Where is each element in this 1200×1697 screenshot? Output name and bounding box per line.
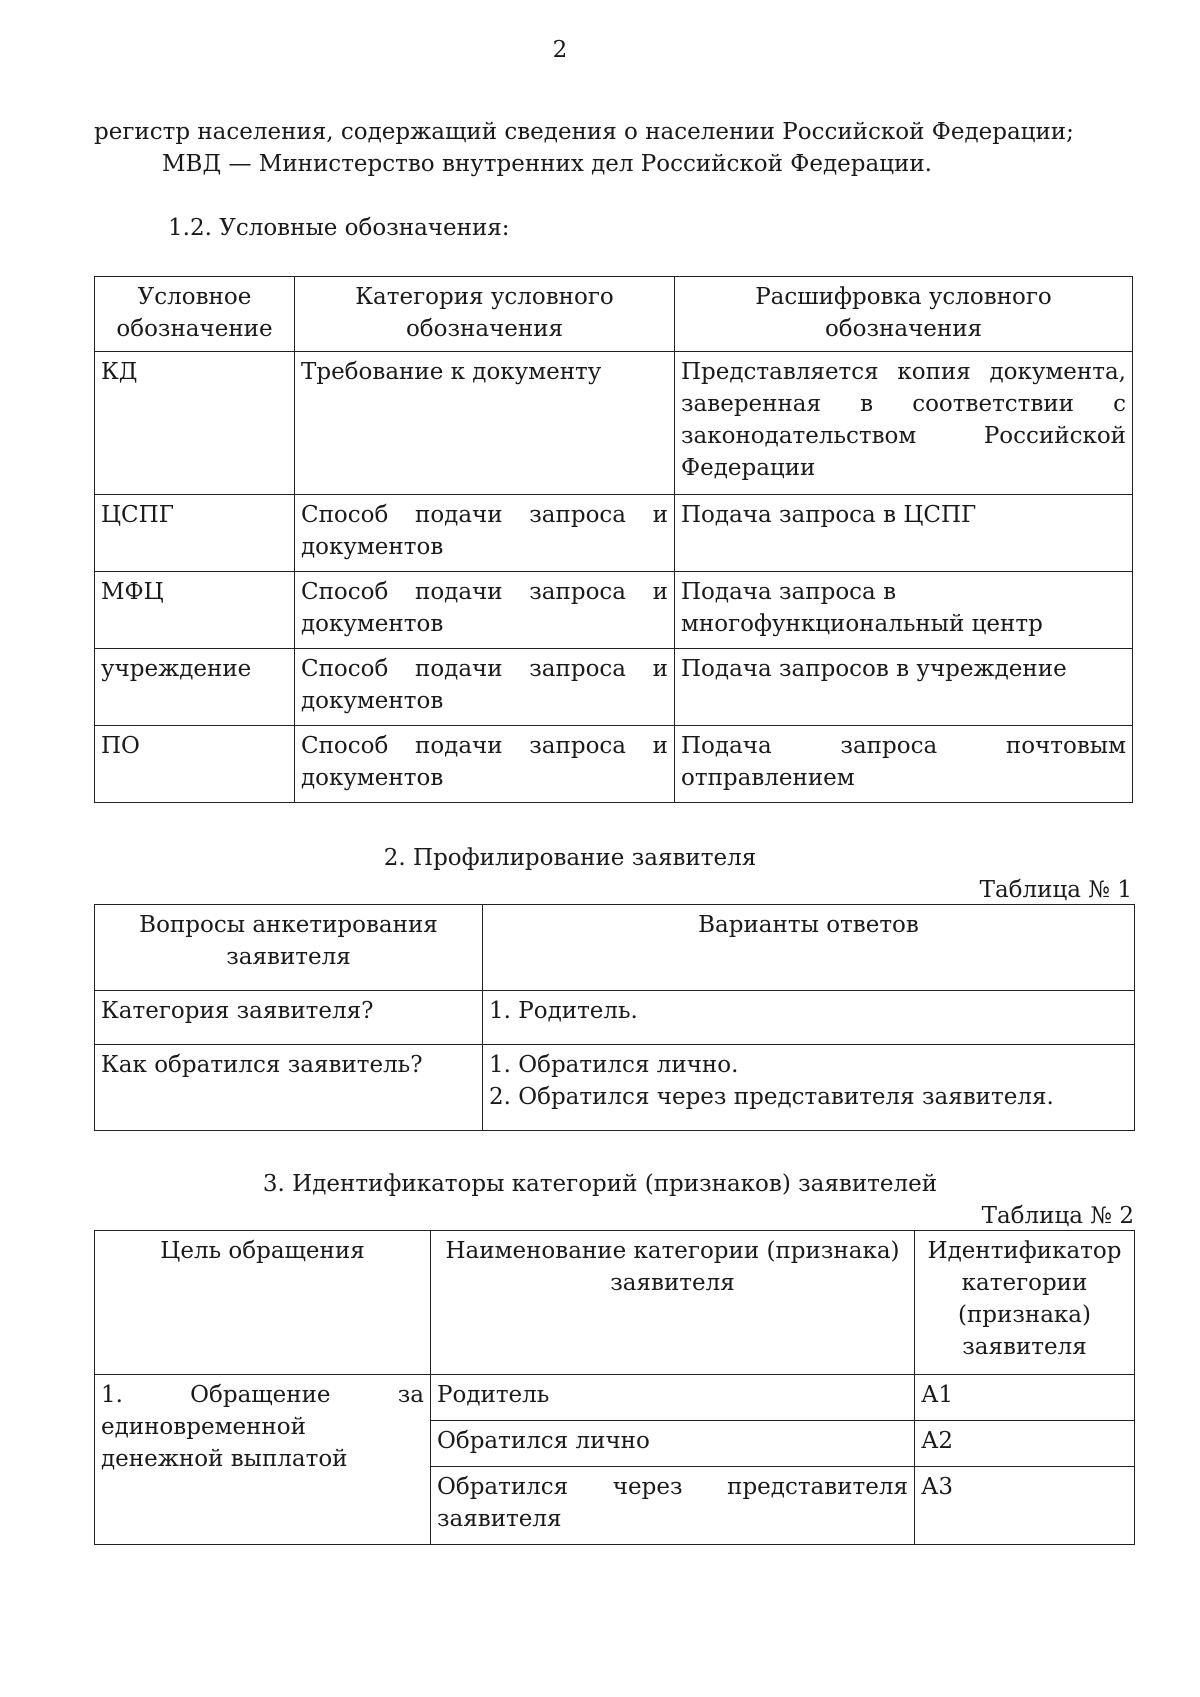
profiling-header-answers: Варианты ответов [483, 905, 1135, 991]
legend-decode: Подача запросов в учреждение [675, 649, 1133, 726]
table-row [95, 1045, 1135, 1131]
identifiers-category-id: А2 [915, 1421, 1135, 1467]
legend-category: Способ подачи запроса и документов [295, 726, 675, 803]
legend-code: учреждение [95, 649, 295, 726]
legend-decode: Подача запроса в ЦСПГ [675, 495, 1133, 572]
table-row [95, 495, 1133, 572]
legend-header-category: Категория условного обозначения [295, 277, 675, 352]
profiling-header-questions: Вопросы анкетирования заявителя [95, 905, 483, 991]
legend-header-row [95, 277, 1133, 352]
legend-decode: Подача запроса в многофункциональный центр [675, 572, 1133, 649]
profiling-answer: 1. Родитель. [489, 998, 638, 1024]
table-row [95, 1375, 1135, 1421]
identifiers-purpose: 1. Обращение за единовременной денежной выплатой [95, 1375, 431, 1545]
legend-header-code: Условное обозначение [95, 277, 295, 352]
table-2-label: Таблица № 2 [981, 1203, 1134, 1229]
table-row [95, 352, 1133, 495]
identifiers-header-id: Идентификатор категории (признака) заявителя [915, 1231, 1135, 1375]
intro-line-2: МВД — Министерство внутренних дел Российской Федерации. [162, 151, 932, 177]
legend-code: ЦСПГ [95, 495, 295, 572]
legend-header-decode: Расшифровка условного обозначения [675, 277, 1133, 352]
profiling-header-row [95, 905, 1135, 991]
section-3-title: 3. Идентификаторы категорий (признаков) заявителей [262, 1171, 938, 1197]
table-row [95, 572, 1133, 649]
identifiers-header-row [95, 1231, 1135, 1375]
intro-line-1: регистр населения, содержащий сведения о населении Российской Федерации; [94, 119, 1074, 145]
identifiers-category-name: Обратился через представителя заявителя [431, 1467, 915, 1545]
profiling-question: Категория заявителя? [95, 991, 483, 1045]
identifiers-category-id: А1 [915, 1375, 1135, 1421]
legend-category: Способ подачи запроса и документов [295, 572, 675, 649]
identifiers-category-id: А3 [915, 1467, 1135, 1545]
profiling-table [94, 904, 1135, 1131]
profiling-answers [483, 991, 1135, 1045]
legend-decode: Представляется копия документа, заверенная в соответствии с законодательством Российской Федерации [675, 352, 1133, 495]
legend-category: Способ подачи запроса и документов [295, 495, 675, 572]
legend-code: МФЦ [95, 572, 295, 649]
legend-category: Способ подачи запроса и документов [295, 649, 675, 726]
table-row [95, 991, 1135, 1045]
identifiers-category-name: Обратился лично [431, 1421, 915, 1467]
legend-code: КД [95, 352, 295, 495]
identifiers-header-name: Наименование категории (признака) заявителя [431, 1231, 915, 1375]
identifiers-category-name: Родитель [431, 1375, 915, 1421]
section-1-2-title: 1.2. Условные обозначения: [168, 215, 510, 241]
legend-decode: Подача запроса почтовым отправлением [675, 726, 1133, 803]
identifiers-header-purpose: Цель обращения [95, 1231, 431, 1375]
identifiers-table [94, 1230, 1135, 1545]
legend-category: Требование к документу [295, 352, 675, 495]
page-number: 2 [552, 37, 568, 63]
profiling-answer: 1. Обратился лично. [489, 1052, 739, 1078]
profiling-question: Как обратился заявитель? [95, 1045, 483, 1131]
profiling-answer: 2. Обратился через представителя заявителя. [489, 1084, 1054, 1110]
table-row [95, 649, 1133, 726]
profiling-answers [483, 1045, 1135, 1131]
table-row [95, 726, 1133, 803]
legend-table [94, 276, 1133, 803]
legend-code: ПО [95, 726, 295, 803]
section-2-title: 2. Профилирование заявителя [383, 845, 757, 871]
table-1-label: Таблица № 1 [979, 877, 1132, 903]
